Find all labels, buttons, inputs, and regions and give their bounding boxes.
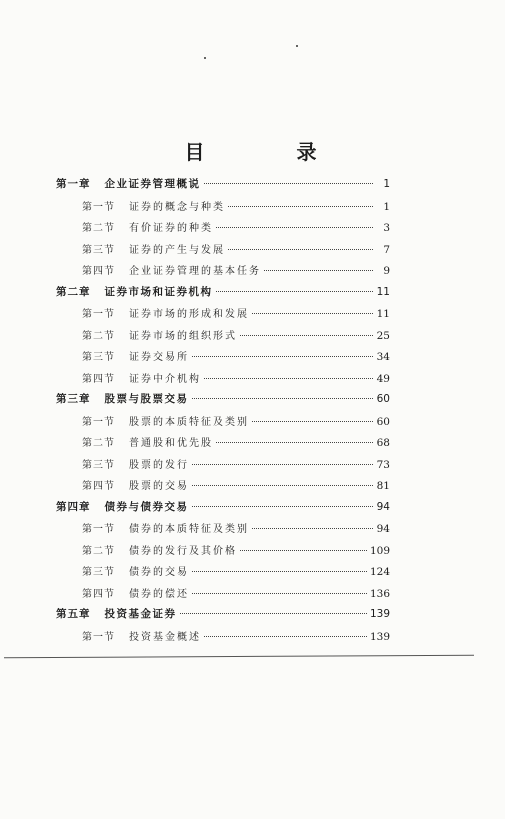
toc-entry-title: 股票与股票交易 xyxy=(104,393,189,405)
toc-entry-title: 证券交易所 xyxy=(129,352,189,363)
toc-entry-title: 普通股和优先股 xyxy=(129,438,213,449)
toc-entry-title: 债券的本质特征及类别 xyxy=(129,524,249,535)
toc-leader-dots xyxy=(180,613,367,614)
toc-entry-title: 债券与债券交易 xyxy=(104,500,189,513)
toc-leader-dots xyxy=(192,398,374,399)
toc-entry-page: 68 xyxy=(376,437,390,449)
scan-speck xyxy=(296,45,298,47)
toc-entry-title: 证券中介机构 xyxy=(129,373,201,385)
toc-leader-dots xyxy=(204,378,373,379)
toc-entry-page: 34 xyxy=(376,351,390,363)
toc-leader-dots xyxy=(228,249,373,250)
toc-section-entry xyxy=(56,219,390,241)
toc-chapter-entry xyxy=(56,606,390,628)
toc-section-entry xyxy=(56,327,390,349)
toc-entry-page: 139 xyxy=(369,630,390,643)
toc-entry-page: 9 xyxy=(383,265,390,277)
toc-entry-label: 第二章 xyxy=(56,285,91,298)
toc-entry-label: 第四节 xyxy=(82,373,115,385)
toc-entry-label: 第四章 xyxy=(56,500,91,513)
toc-entry-page: 3 xyxy=(383,222,390,234)
toc-entry-label: 第三章 xyxy=(56,393,91,405)
toc-entry-title: 投资基金概述 xyxy=(129,631,201,643)
toc-chapter-entry xyxy=(56,391,390,413)
toc-entry-label: 第一节 xyxy=(82,309,115,320)
toc-entry-page: 1 xyxy=(383,178,390,190)
toc-entry-page: 109 xyxy=(369,544,390,557)
toc-entry-title: 证券市场的组织形式 xyxy=(129,330,237,342)
toc-entry-page: 73 xyxy=(376,458,390,471)
toc-entry-label: 第三节 xyxy=(82,459,115,471)
toc-entry-page: 94 xyxy=(376,500,390,513)
toc-chapter-entry xyxy=(56,499,390,521)
toc-entry-label: 第二节 xyxy=(82,330,115,342)
toc-section-entry xyxy=(56,305,390,327)
toc-entry-title: 企业证券管理概说 xyxy=(104,178,201,190)
toc-section-entry xyxy=(56,370,390,392)
toc-entry-label: 第一节 xyxy=(82,201,115,213)
toc-leader-dots xyxy=(192,464,373,465)
toc-entry-label: 第二节 xyxy=(82,223,115,234)
toc-entry-title: 债券的发行及其价格 xyxy=(129,545,237,557)
toc-leader-dots xyxy=(216,291,374,292)
toc-entry-page: 124 xyxy=(369,566,390,578)
toc-entry-label: 第一节 xyxy=(82,631,115,643)
scan-speck xyxy=(204,57,206,59)
toc-entry-title: 债券的交易 xyxy=(129,567,189,578)
table-of-contents xyxy=(56,176,390,649)
toc-section-entry xyxy=(56,628,390,650)
toc-entry-page: 81 xyxy=(376,480,390,492)
toc-section-entry xyxy=(56,542,390,564)
toc-entry-title: 证券市场和证券机构 xyxy=(104,285,213,298)
toc-entry-label: 第三节 xyxy=(82,567,115,578)
toc-entry-label: 第四节 xyxy=(82,588,115,600)
toc-entry-title: 有价证券的种类 xyxy=(129,223,213,234)
toc-entry-title: 企业证券管理的基本任务 xyxy=(129,266,261,277)
toc-leader-dots xyxy=(204,183,374,184)
toc-leader-dots xyxy=(192,485,373,486)
toc-entry-title: 股票的发行 xyxy=(129,459,189,471)
toc-entry-title: 股票的本质特征及类别 xyxy=(129,416,249,428)
toc-section-entry xyxy=(56,413,390,435)
toc-leader-dots xyxy=(228,206,373,207)
toc-entry-title: 投资基金证券 xyxy=(104,608,177,620)
toc-leader-dots xyxy=(252,528,373,529)
toc-leader-dots xyxy=(240,335,373,336)
toc-entry-page: 11 xyxy=(376,285,390,298)
toc-section-entry xyxy=(56,563,390,585)
toc-entry-page: 25 xyxy=(376,329,390,342)
toc-entry-page: 11 xyxy=(376,308,390,320)
toc-leader-dots xyxy=(252,421,373,422)
bottom-rule xyxy=(4,655,474,658)
toc-section-entry xyxy=(56,477,390,499)
toc-leader-dots xyxy=(216,442,373,443)
toc-entry-label: 第二节 xyxy=(82,545,115,557)
toc-entry-label: 第三节 xyxy=(82,244,115,256)
toc-entry-label: 第四节 xyxy=(82,481,115,492)
toc-entry-title: 证券市场的形成和发展 xyxy=(129,309,249,320)
toc-leader-dots xyxy=(204,636,367,637)
toc-entry-label: 第五章 xyxy=(56,608,91,620)
toc-entry-page: 1 xyxy=(383,200,390,213)
toc-entry-page: 60 xyxy=(376,393,390,405)
toc-entry-label: 第一章 xyxy=(56,178,91,190)
toc-entry-label: 第四节 xyxy=(82,266,115,277)
toc-entry-page: 139 xyxy=(369,608,390,620)
toc-section-entry xyxy=(56,434,390,456)
toc-leader-dots xyxy=(192,356,373,357)
toc-leader-dots xyxy=(192,506,374,507)
toc-chapter-entry xyxy=(56,176,390,198)
toc-entry-page: 60 xyxy=(376,415,390,428)
toc-entry-title: 债券的偿还 xyxy=(129,588,189,600)
toc-leader-dots xyxy=(240,550,367,551)
toc-leader-dots xyxy=(216,227,373,228)
toc-entry-title: 证券的产生与发展 xyxy=(129,244,225,256)
toc-leader-dots xyxy=(252,313,373,314)
toc-entry-page: 49 xyxy=(376,372,390,385)
toc-section-entry xyxy=(56,198,390,220)
toc-entry-label: 第三节 xyxy=(82,352,115,363)
toc-leader-dots xyxy=(192,593,367,594)
toc-entry-title: 证券的概念与种类 xyxy=(129,201,225,213)
toc-section-entry xyxy=(56,241,390,263)
page-title: 目 录 xyxy=(184,140,353,164)
toc-entry-title: 股票的交易 xyxy=(129,481,189,492)
toc-section-entry xyxy=(56,456,390,478)
toc-chapter-entry xyxy=(56,284,390,306)
toc-entry-label: 第一节 xyxy=(82,416,115,428)
toc-leader-dots xyxy=(192,571,367,572)
toc-section-entry xyxy=(56,585,390,607)
toc-section-entry xyxy=(56,520,390,542)
toc-leader-dots xyxy=(264,270,373,271)
toc-entry-page: 7 xyxy=(383,243,390,256)
toc-section-entry xyxy=(56,348,390,370)
toc-section-entry xyxy=(56,262,390,284)
toc-entry-label: 第一节 xyxy=(82,524,115,535)
toc-entry-label: 第二节 xyxy=(82,438,115,449)
toc-entry-page: 136 xyxy=(369,587,390,600)
toc-entry-page: 94 xyxy=(376,523,390,535)
